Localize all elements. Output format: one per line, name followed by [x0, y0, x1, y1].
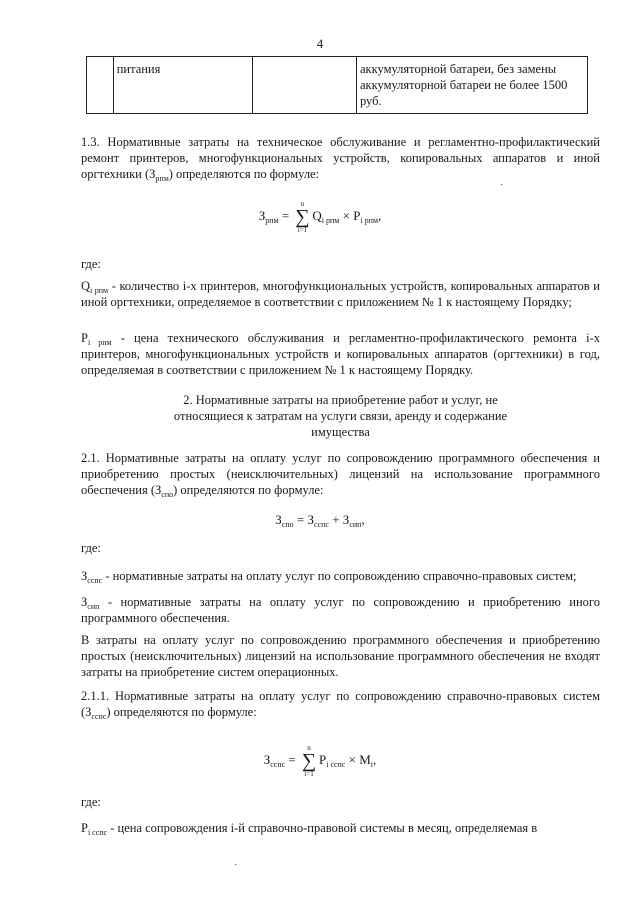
paragraph-1-3: 1.3. Нормативные затраты на техническое обслуживание и регламентно-профилактический ремонт принтеров, многофункциональных устройств, копировальных аппаратов и иной оргтехники $(З_{рпм})$ определяются по формуле: [81, 135, 600, 183]
formula-rpm: $З_{рпм}$ = n ∑ i=1 $Q_{i рпм} \times P_{i рпм}$, [258, 200, 382, 234]
paragraph-2-1: 2.1. Нормативные затраты на оплату услуг по сопровождению программного обеспечения и приобретению простых (неисключительных) лицензий на использование программного обеспечения $(З_{спо})$ определяются по формуле: [81, 451, 600, 499]
where-label: где: [81, 795, 101, 809]
definition-sspc: $З_{сспс}$ - нормативные затраты на оплату услуг по сопровождению справочно-правовых систем; [81, 569, 577, 585]
continuation-table [86, 56, 588, 114]
page-number: 4 [316, 36, 324, 51]
where-label: где: [81, 541, 101, 555]
definition-sip: $З_{сип}$ - нормативные затраты на оплату услуг по сопровождению и приобретению иного программного обеспечения. [81, 595, 600, 625]
formula-sspc: $З_{сспс}$ = n ∑ i=1 $P_{i сспс} \times M_i$, [263, 744, 377, 778]
where-label: где: [81, 257, 101, 271]
sum-icon: n ∑ i=1 [295, 200, 310, 234]
table-cell [87, 57, 114, 114]
scan-speck: · [234, 860, 238, 871]
scan-speck: · [500, 180, 504, 191]
note-paragraph: В затраты на оплату услуг по сопровождению программного обеспечения и приобретению простых (неисключительных) лицензий на использование программного обеспечения не входят затраты на приобретение систем операционных. [81, 633, 600, 679]
table-row [87, 57, 588, 114]
definition-p: $P_{i рпм}$ - цена технического обслуживания и регламентно-профилактического ремонта i-х принтеров, многофункциональных устройств и копировальных аппаратов (оргтехники) в год, определяемая в соответствии с приложением № 1 к настоящему Порядку. [81, 331, 600, 377]
paragraph-2-1-1: 2.1.1. Нормативные затраты на оплату услуг по сопровождению справочно-правовых систем $(З_{сспс})$ определяются по формуле: [81, 689, 600, 721]
definition-price-sspc: $P_{i сспс}$ - цена сопровождения i-й справочно-правовой системы в месяц, определяемая в [81, 821, 538, 837]
table-cell [253, 57, 357, 114]
section-2-heading: 2. Нормативные затраты на приобретение работ и услуг, не относящиеся к затратам на услуги связи, аренду и содержание имущества [173, 393, 508, 439]
definition-q: $Q_{i рпм}$ - количество i-х принтеров, многофункциональных устройств, копировальных аппаратов и иной оргтехники, определяемое в соответствии с приложением № 1 к настоящему Порядку; [81, 279, 600, 309]
table-cell: питания [113, 57, 253, 114]
table-cell: аккумуляторной батареи, без замены аккумуляторной батареи не более 1500 руб. [356, 57, 587, 114]
formula-spo: $З_{спо} = З_{сспс} + З_{сип}$, [275, 512, 365, 529]
sum-icon: n ∑ i=1 [301, 744, 317, 778]
